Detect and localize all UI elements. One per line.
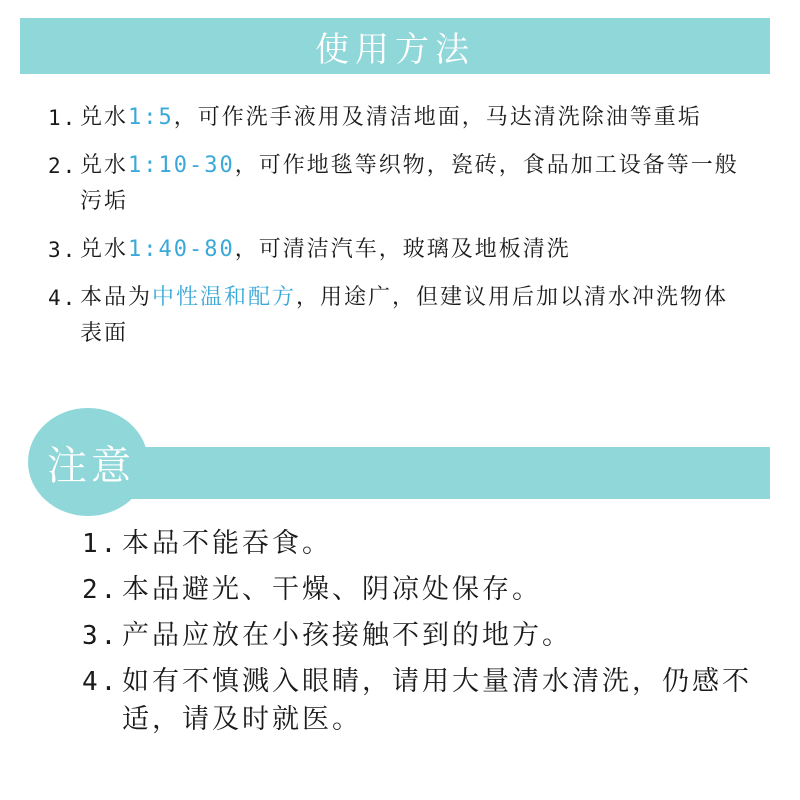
notice-item-text: 本品避光、干燥、阴凉处保存。 — [122, 574, 542, 605]
notice-item-number: 1. — [82, 529, 120, 559]
formula-highlight: 中性温和配方 — [152, 285, 297, 310]
usage-section-title: 使用方法 — [315, 29, 475, 70]
usage-item-text-part: ，可作地毯等织物，瓷砖，食品加工设备等一般污垢 — [80, 153, 739, 214]
usage-item-text-part: ，用途广，但建议用后加以清水冲洗物体表面 — [80, 285, 729, 346]
usage-item-text-part: 兑水 — [80, 153, 129, 178]
usage-item-text — [80, 280, 760, 352]
notice-item — [82, 571, 762, 609]
usage-item-text-part: ，可清洁汽车，玻璃及地板清洗 — [234, 237, 571, 262]
notice-section-banner — [100, 447, 770, 499]
usage-item-text — [80, 148, 760, 220]
usage-item — [48, 232, 760, 268]
dilution-ratio: 1:5 — [128, 105, 174, 130]
notice-item — [82, 617, 762, 655]
notice-item-number: 4. — [82, 667, 120, 697]
usage-item-text — [80, 100, 760, 136]
usage-item-text-part: 兑水 — [80, 237, 129, 262]
usage-instructions-list — [48, 100, 760, 364]
dilution-ratio: 1:10-30 — [128, 153, 235, 178]
usage-item-text-part: 本品为 — [80, 285, 153, 310]
usage-item-number: 3. — [48, 238, 78, 262]
notice-item — [82, 663, 762, 739]
notice-item-text: 如有不慎溅入眼睛，请用大量清水清洗，仍感不适，请及时就医。 — [122, 666, 752, 735]
usage-item-text — [80, 232, 760, 268]
usage-item — [48, 100, 760, 136]
usage-item — [48, 280, 760, 352]
usage-item — [48, 148, 760, 220]
usage-item-number: 4. — [48, 286, 78, 310]
notice-item-text: 本品不能吞食。 — [122, 528, 332, 559]
usage-item-text-part: ，可作洗手液用及清洁地面，马达清洗除油等重垢 — [173, 105, 702, 130]
notice-item-number: 3. — [82, 621, 120, 651]
usage-item-number: 1. — [48, 106, 78, 130]
notice-item — [82, 525, 762, 563]
notice-section-title: 注意 — [47, 442, 135, 489]
notice-title-badge — [28, 408, 148, 516]
notice-list — [82, 525, 762, 747]
usage-item-number: 2. — [48, 154, 78, 178]
dilution-ratio: 1:40-80 — [128, 237, 235, 262]
usage-section-banner — [20, 18, 770, 74]
notice-item-text: 产品应放在小孩接触不到的地方。 — [122, 620, 572, 651]
usage-item-text-part: 兑水 — [80, 105, 129, 130]
notice-item-number: 2. — [82, 575, 120, 605]
